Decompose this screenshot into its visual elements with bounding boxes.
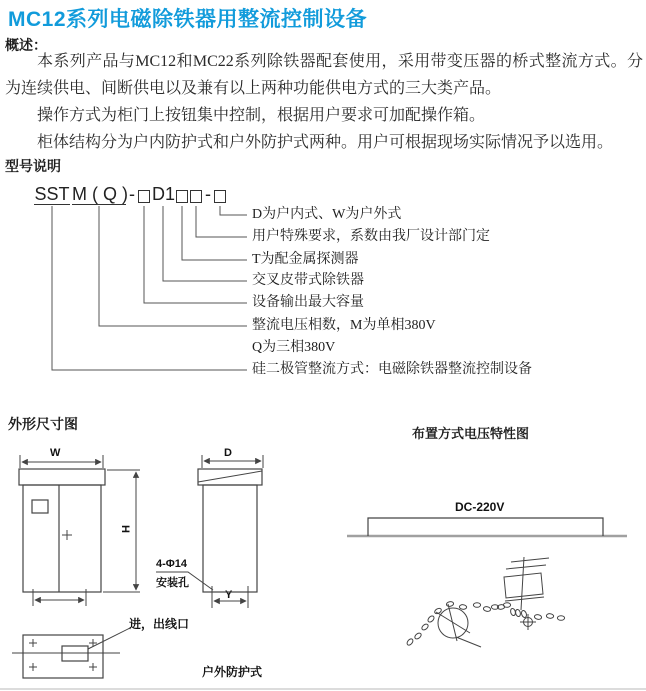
layout-figure-heading: 布置方式电压特性图 bbox=[412, 426, 530, 441]
mounting-hole-name-label: 安装孔 bbox=[156, 577, 189, 589]
dim-y-label: Y bbox=[225, 589, 233, 601]
base-plan-drawing bbox=[12, 628, 130, 678]
overview-paragraph: 操作方式为柜门上按钮集中控制，根据用户要求可加配操作箱。 bbox=[37, 107, 486, 124]
overview-paragraph: 柜体结构分为户内防护式和户外防护式两种。用户可根据现场实际情况予以选用。 bbox=[37, 134, 614, 151]
overview-heading: 概述： bbox=[5, 37, 47, 53]
model-code-box bbox=[176, 190, 188, 203]
outdoor-type-label: 户外防护式 bbox=[202, 665, 263, 679]
model-heading: 型号说明 bbox=[5, 158, 61, 174]
overview-paragraph: 本系列产品与MC12和MC22系列除铁器配套使用，采用带变压器的桥式整流方式。分为连续供电、间断供电以及兼有以上两种功能供电方式的三大类产品。 bbox=[5, 53, 643, 97]
model-code-seg-mq: M ( Q ) bbox=[72, 184, 128, 204]
overview-text bbox=[5, 48, 643, 156]
model-label: 设备输出最大容量 bbox=[252, 295, 364, 310]
model-code-box bbox=[214, 190, 226, 203]
voltage-waveform bbox=[347, 518, 627, 536]
model-code-seg-sst: SST bbox=[34, 184, 70, 204]
dim-w-label: W bbox=[50, 447, 61, 459]
page-bottom-edge bbox=[0, 688, 646, 690]
page-title: MC12系列电磁除铁器用整流控制设备 bbox=[8, 8, 368, 31]
model-label: 交叉皮带式除铁器 bbox=[252, 273, 364, 288]
model-code-box bbox=[190, 190, 202, 203]
model-label: 整流电压相数，M为单相380V bbox=[252, 318, 436, 333]
conveyor-sketch bbox=[406, 557, 565, 647]
model-code-dash: - bbox=[129, 184, 135, 204]
model-label: T为配金属探测器 bbox=[252, 252, 359, 267]
material-lumps bbox=[406, 601, 565, 646]
outline-figure-heading: 外形尺寸图 bbox=[8, 416, 78, 432]
model-label: Q为三相380V bbox=[252, 340, 336, 355]
model-label: 硅二极管整流方式：电磁除铁器整流控制设备 bbox=[252, 362, 532, 377]
model-label: D为户内式、W为户外式 bbox=[252, 207, 402, 222]
model-code-dash: - bbox=[205, 184, 211, 204]
cable-port-label: 进，出线口 bbox=[129, 617, 190, 631]
dim-d-label: D bbox=[224, 447, 232, 459]
model-label: 用户特殊要求，系数由我厂设计部门定 bbox=[252, 229, 490, 244]
model-connector-lines bbox=[52, 206, 247, 370]
model-code-box bbox=[138, 190, 150, 203]
voltage-label: DC-220V bbox=[455, 500, 505, 514]
dim-h-label: H bbox=[118, 525, 131, 533]
mounting-hole-spec-label: 4-Φ14 bbox=[156, 558, 188, 570]
model-code-seg-d1: D1 bbox=[152, 184, 176, 204]
